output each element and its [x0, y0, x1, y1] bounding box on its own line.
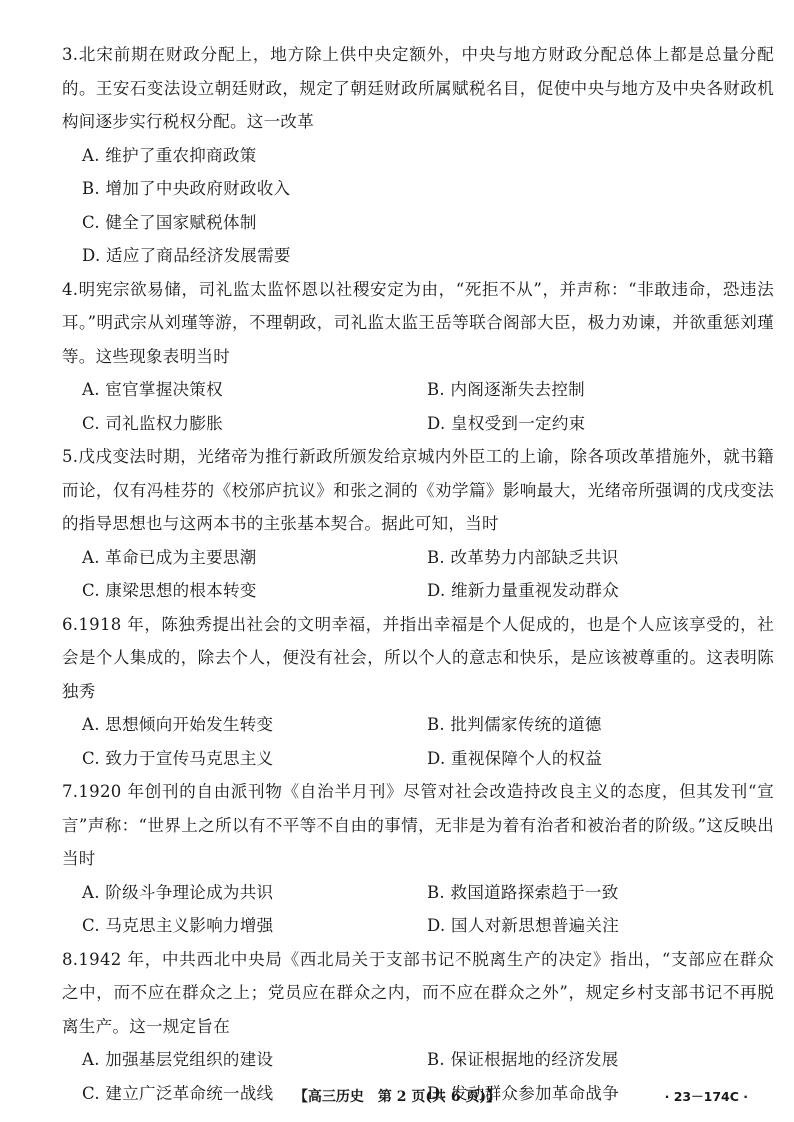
- option-b: B. 救国道路探索趋于一致: [427, 882, 619, 902]
- option-a: A. 思想倾向开始发生转变: [82, 715, 274, 734]
- option-c: C. 致力于宣传马克思主义: [82, 748, 274, 768]
- option-b: B. 批判儒家传统的道德: [427, 715, 602, 734]
- option-c: C. 马克思主义影响力增强: [82, 916, 274, 935]
- option-a: A. 革命已成为主要思潮: [82, 547, 257, 567]
- question-stem: 4.明宪宗欲易储，司礼监太监怀恩以社稷安定为由，“死拒不从”，并声称：“非敢违命，恐违法耳。”明武宗从刘瑾等游，不理朝政，司礼监太监王岳等联合阁部大臣，极力劝谏，并欲重惩刘瑾等。这些现象表明当时: [62, 279, 774, 366]
- question-options: [62, 373, 774, 440]
- option-d: D. 适应了商品经济发展需要: [82, 246, 291, 265]
- option-a: A. 维护了重农抑商政策: [82, 145, 257, 165]
- option-d: D. 维新力量重视发动群众: [427, 581, 620, 600]
- footer-paper-code: · 23－174C ·: [664, 1089, 748, 1104]
- option-a: A. 阶级斗争理论成为共识: [82, 882, 274, 902]
- option-c: C. 康梁思想的根本转变: [82, 581, 257, 600]
- option-c: C. 司礼监权力膨胀: [82, 413, 224, 433]
- question-5: [62, 440, 774, 608]
- question-stem: 6.1918 年，陈独秀提出社会的文明幸福，并指出幸福是个人促成的，也是个人应该享受的，社会是个人集成的，除去个人，便没有社会，所以个人的意志和快乐，是应该被尊重的。这表明陈独秀: [62, 614, 774, 701]
- question-options: [62, 876, 774, 943]
- question-7: [62, 775, 774, 943]
- question-options: [62, 541, 774, 608]
- option-a: A. 宦官掌握决策权: [82, 380, 223, 399]
- option-d: D. 国人对新思想普遍关注: [427, 916, 620, 935]
- question-options: [62, 139, 774, 273]
- option-b: B. 保证根据地的经济发展: [427, 1050, 619, 1069]
- question-4: [62, 273, 774, 441]
- question-stem: 8.1942 年，中共西北中央局《西北局关于支部书记不脱离生产的决定》指出，“支部应在群众之中，而不应在群众之上；党员应在群众之内，而不应在群众之外”，规定乡村支部书记不再脱离生产。这一规定旨在: [62, 949, 774, 1036]
- option-c: C. 健全了国家赋税体制: [82, 212, 257, 232]
- page-footer: [0, 1085, 794, 1109]
- option-d: D. 发动群众参加革命战争: [427, 1083, 620, 1103]
- option-b: B. 内阁逐渐失去控制: [427, 380, 585, 399]
- question-stem: 5.戊戌变法时期，光绪帝为推行新政所颁发给京城内外臣工的上谕，除各项改革措施外，就书籍而论，仅有冯桂芬的《校邠庐抗议》和张之洞的《劝学篇》影响最大，光绪帝所强调的戊戌变法的指导思想也与这两本书的主张基本契合。据此可知，当时: [62, 447, 774, 533]
- option-d: D. 重视保障个人的权益: [427, 748, 603, 768]
- question-stem: 3.北宋前期在财政分配上，地方除上供中央定额外，中央与地方财政分配总体上都是总量分配的。王安石变法设立朝廷财政，规定了朝廷财政所属赋税名目，促使中央与地方及中央各财政机构间逐步实行税权分配。这一改革: [62, 45, 774, 131]
- question-stem: 7.1920 年创刊的自由派刊物《自治半月刊》尽管对社会改造持改良主义的态度，但其发刊“宣言”声称：“世界上之所以有不平等不自由的事情，无非是为着有治者和被治者的阶级。”这反映出当时: [62, 782, 774, 868]
- question-3: [62, 38, 774, 273]
- footer-page-label: 【高三历史 第 2 页(共 6 页)】: [293, 1089, 501, 1105]
- option-b: B. 改革势力内部缺乏共识: [427, 547, 619, 567]
- exam-page: [62, 38, 774, 1110]
- option-b: B. 增加了中央政府财政收入: [82, 179, 291, 198]
- question-options: [62, 708, 774, 775]
- question-6: [62, 608, 774, 776]
- option-a: A. 加强基层党组织的建设: [82, 1050, 274, 1069]
- option-c: C. 建立广泛革命统一战线: [82, 1083, 274, 1103]
- option-d: D. 皇权受到一定约束: [427, 413, 586, 433]
